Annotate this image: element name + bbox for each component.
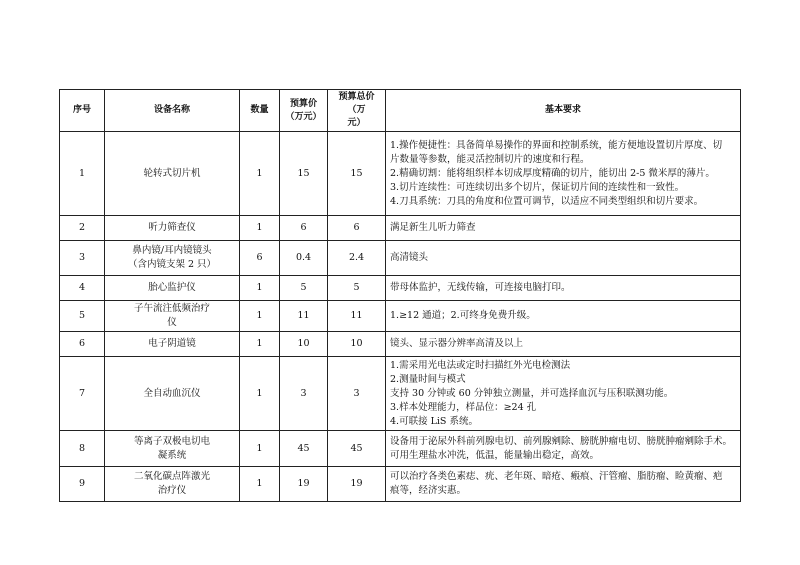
table-row xyxy=(60,132,741,216)
cell-no: 2 xyxy=(60,216,105,241)
cell-device-name xyxy=(105,216,240,241)
table-row xyxy=(60,301,741,332)
equipment-budget-table xyxy=(59,89,741,502)
device-name-line: 子午流注低频治疗 xyxy=(133,303,210,314)
cell-qty: 1 xyxy=(240,276,280,301)
cell-total: 19 xyxy=(328,467,386,502)
header-text: 设备名称 xyxy=(153,105,190,115)
cell-device-name xyxy=(105,276,240,301)
header-qty xyxy=(240,90,280,132)
table-row xyxy=(60,431,741,467)
cell-total: 2.4 xyxy=(328,241,386,276)
cell-qty: 1 xyxy=(240,467,280,502)
cell-total: 11 xyxy=(328,301,386,332)
header-price xyxy=(280,90,328,132)
requirement-line: 片数量等参数，能灵活控制切片的速度和行程。 xyxy=(390,153,590,165)
requirement-line: 1.需采用光电法或定时扫描红外光电检测法 xyxy=(390,359,571,371)
cell-device-name xyxy=(105,301,240,332)
cell-no: 4 xyxy=(60,276,105,301)
header-text: 序号 xyxy=(72,105,91,115)
cell-requirements xyxy=(386,431,741,467)
table-row xyxy=(60,357,741,431)
header-text: 数量 xyxy=(250,105,269,115)
cell-price: 15 xyxy=(280,132,328,216)
cell-device-name xyxy=(105,132,240,216)
cell-total: 6 xyxy=(328,216,386,241)
cell-qty: 1 xyxy=(240,431,280,467)
device-name-line: 等离子双极电切电 xyxy=(133,435,210,447)
requirement-line: 带母体监护，无线传输，可连接电脑打印。 xyxy=(390,282,571,293)
table-row xyxy=(60,276,741,301)
cell-total: 3 xyxy=(328,357,386,431)
cell-device-name xyxy=(105,357,240,431)
cell-price: 0.4 xyxy=(280,241,328,276)
header-text: 基本要求 xyxy=(544,105,581,115)
table-row xyxy=(60,467,741,502)
cell-no: 5 xyxy=(60,301,105,332)
cell-price: 5 xyxy=(280,276,328,301)
cell-requirements xyxy=(386,132,741,216)
cell-requirements xyxy=(386,301,741,332)
cell-no: 9 xyxy=(60,467,105,502)
device-name-line: 鼻内镜/耳内镜镜头 xyxy=(132,245,212,256)
cell-no: 1 xyxy=(60,132,105,216)
cell-requirements xyxy=(386,357,741,431)
device-name-line: 凝系统 xyxy=(157,449,187,461)
device-name-line: 二氧化碳点阵激光 xyxy=(133,471,210,482)
device-name-line: 轮转式切片机 xyxy=(143,167,201,179)
table-row xyxy=(60,241,741,276)
cell-device-name xyxy=(105,332,240,357)
requirement-line: 4.可联接 LiS 系统。 xyxy=(390,415,478,427)
cell-no: 8 xyxy=(60,431,105,467)
table-row xyxy=(60,332,741,357)
device-name-line: 听力筛查仪 xyxy=(148,222,196,233)
cell-qty: 1 xyxy=(240,132,280,216)
cell-qty: 1 xyxy=(240,216,280,241)
device-name-line: 治疗仪 xyxy=(157,485,187,496)
header-text: 元） xyxy=(347,118,366,128)
device-name-line: 仪 xyxy=(167,317,177,328)
cell-total: 45 xyxy=(328,431,386,467)
cell-no: 7 xyxy=(60,357,105,431)
header-requirements xyxy=(386,90,741,132)
requirement-line: 1.≥12 通道；2.可终身免费升级。 xyxy=(390,310,536,321)
requirement-line: 2.测量时间与模式 xyxy=(390,373,466,385)
cell-price: 19 xyxy=(280,467,328,502)
requirement-line: 高清镜头 xyxy=(390,252,429,263)
cell-price: 10 xyxy=(280,332,328,357)
cell-qty: 1 xyxy=(240,301,280,332)
cell-no: 3 xyxy=(60,241,105,276)
requirement-line: 可用生理盐水冲洗，低温，能量输出稳定，高效。 xyxy=(390,449,600,461)
header-total xyxy=(328,90,386,132)
cell-price: 3 xyxy=(280,357,328,431)
cell-device-name xyxy=(105,467,240,502)
cell-no: 6 xyxy=(60,332,105,357)
cell-qty: 1 xyxy=(240,357,280,431)
cell-requirements xyxy=(386,216,741,241)
cell-requirements xyxy=(386,241,741,276)
table-row xyxy=(60,216,741,241)
device-name-line: （含内镜支架 2 只） xyxy=(127,259,217,270)
requirement-line: 1.操作便捷性：具备简单易操作的界面和控制系统，能方便地设置切片厚度、切 xyxy=(390,139,723,151)
requirement-line: 痕等，经济实惠。 xyxy=(390,485,467,496)
table-header-row xyxy=(60,90,741,132)
requirement-line: 设备用于泌尿外科前列腺电切、前列腺剜除、膀胱肿瘤电切、膀胱肿瘤剜除手术。 xyxy=(390,435,733,447)
header-no xyxy=(60,90,105,132)
cell-total: 10 xyxy=(328,332,386,357)
requirement-line: 支持 30 分钟或 60 分钟独立测量，并可选择血沉与压积联测功能。 xyxy=(390,387,674,399)
device-name-line: 全自动血沉仪 xyxy=(143,387,201,399)
cell-requirements xyxy=(386,467,741,502)
cell-price: 11 xyxy=(280,301,328,332)
cell-total: 15 xyxy=(328,132,386,216)
requirement-line: 2.精确切割：能将组织样本切成厚度精确的切片，能切出 2-5 微米厚的薄片。 xyxy=(390,167,715,179)
cell-device-name xyxy=(105,431,240,467)
cell-qty: 6 xyxy=(240,241,280,276)
table-body xyxy=(60,132,741,502)
cell-requirements xyxy=(386,276,741,301)
cell-price: 45 xyxy=(280,431,328,467)
cell-qty: 1 xyxy=(240,332,280,357)
cell-price: 6 xyxy=(280,216,328,241)
header-text: 预算总价（万 xyxy=(338,92,375,115)
device-name-line: 电子阴道镜 xyxy=(148,338,196,349)
requirement-line: 3.样本处理能力，样品位：≥24 孔 xyxy=(390,401,537,413)
requirement-line: 满足新生儿听力筛查 xyxy=(390,222,476,233)
requirement-line: 可以治疗各类色素痣、疣、老年斑、暗疮、瘢痕、汗管瘤、脂肪瘤、睑黄瘤、疤 xyxy=(390,471,723,482)
device-name-line: 胎心监护仪 xyxy=(148,282,196,293)
cell-requirements xyxy=(386,332,741,357)
header-text: 预算价 xyxy=(289,98,317,109)
requirement-line: 4.刀具系统：刀具的角度和位置可调节，以适应不同类型组织和切片要求。 xyxy=(390,195,704,207)
requirement-line: 镜头、显示器分辨率高清及以上 xyxy=(390,338,524,349)
header-text: （万元） xyxy=(285,111,322,122)
header-name xyxy=(105,90,240,132)
cell-total: 5 xyxy=(328,276,386,301)
cell-device-name xyxy=(105,241,240,276)
requirement-line: 3.切片连续性：可连续切出多个切片，保证切片间的连续性和一致性。 xyxy=(390,181,685,193)
